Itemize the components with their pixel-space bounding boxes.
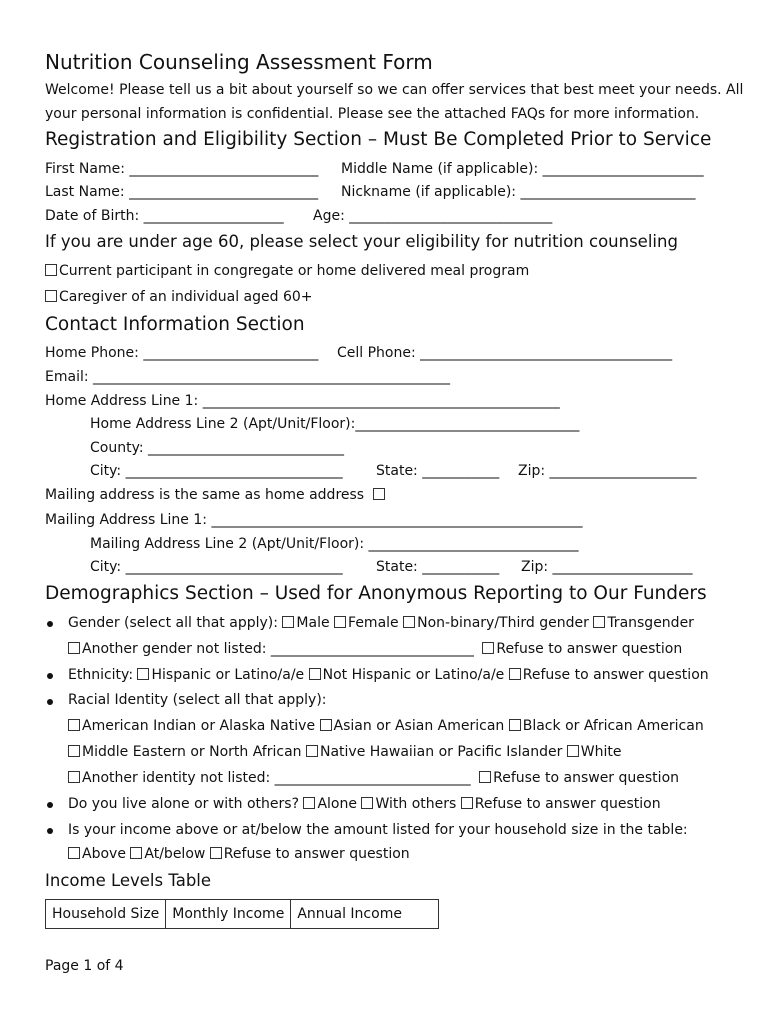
bullet-icon — [47, 699, 53, 705]
dob-field[interactable]: Date of Birth: ____________________ — [45, 208, 284, 224]
living-row: Do you live alone or with others? Alone With others Refuse to answer question — [68, 796, 661, 812]
checkbox-icon[interactable] — [303, 797, 315, 809]
eligibility-option-caregiver[interactable]: Caregiver of an individual aged 60+ — [45, 289, 313, 305]
gender-other-option[interactable]: Another gender not listed: _____________________________ — [82, 641, 474, 657]
bullet-icon — [47, 673, 53, 679]
email-field[interactable]: Email: ___________________________________________________ — [45, 369, 451, 385]
state-field[interactable]: State: ___________ — [376, 463, 500, 479]
income-table-heading: Income Levels Table — [45, 871, 212, 890]
gender-male-option[interactable]: Male — [296, 615, 330, 631]
first-name-field[interactable]: First Name: ___________________________ — [45, 161, 319, 177]
last-name-field[interactable]: Last Name: ___________________________ — [45, 184, 319, 200]
page-title: Nutrition Counseling Assessment Form — [45, 50, 433, 74]
checkbox-icon[interactable] — [479, 771, 491, 783]
race-black-option[interactable]: Black or African American — [522, 718, 704, 734]
mailing-address-line2-field[interactable]: Mailing Address Line 2 (Apt/Unit/Floor): ______________________________ — [90, 536, 579, 552]
checkbox-icon[interactable] — [334, 616, 346, 628]
income-at-below-option[interactable]: At/below — [144, 846, 206, 862]
ethnicity-not-hispanic-option[interactable]: Not Hispanic or Latino/a/e — [322, 667, 505, 683]
checkbox-icon[interactable] — [137, 668, 149, 680]
income-row — [68, 846, 410, 862]
checkbox-icon[interactable] — [403, 616, 415, 628]
table-row — [46, 900, 439, 929]
checkbox-icon[interactable] — [282, 616, 294, 628]
race-asian-option[interactable]: Asian or Asian American — [333, 718, 505, 734]
gender-nonbinary-option[interactable]: Non-binary/Third gender — [417, 615, 589, 631]
checkbox-icon[interactable] — [482, 642, 494, 654]
race-other-option[interactable]: Another identity not listed: ____________________________ — [82, 770, 471, 786]
gender-row-2 — [68, 641, 682, 657]
bullet-icon — [47, 621, 53, 627]
mailing-address-line1-field[interactable]: Mailing Address Line 1: _____________________________________________________ — [45, 512, 583, 528]
income-table — [45, 899, 439, 929]
race-american-indian-option[interactable]: American Indian or Alaska Native — [82, 718, 316, 734]
checkbox-icon[interactable] — [306, 745, 318, 757]
checkbox-icon[interactable] — [45, 264, 57, 276]
gender-transgender-option[interactable]: Transgender — [607, 615, 694, 631]
table-header-cell: Household Size — [46, 900, 166, 929]
intro-line-1: Welcome! Please tell us a bit about yourself so we can offer services that best meet your needs. All — [45, 82, 744, 98]
race-refuse-option[interactable]: Refuse to answer question — [493, 770, 680, 786]
registration-heading: Registration and Eligibility Section – Must Be Completed Prior to Service — [45, 129, 712, 150]
eligibility-heading: If you are under age 60, please select your eligibility for nutrition counseling — [45, 232, 678, 251]
page-number: Page 1 of 4 — [45, 958, 124, 974]
live-refuse-option[interactable]: Refuse to answer question — [474, 796, 661, 812]
race-row-2 — [68, 744, 622, 760]
income-refuse-option[interactable]: Refuse to answer question — [223, 846, 410, 862]
checkbox-icon[interactable] — [461, 797, 473, 809]
age-field[interactable]: Age: _____________________________ — [313, 208, 553, 224]
checkbox-icon[interactable] — [68, 771, 80, 783]
home-phone-field[interactable]: Home Phone: _________________________ — [45, 345, 319, 361]
race-row-1 — [68, 718, 704, 734]
race-nhpi-option[interactable]: Native Hawaiian or Pacific Islander — [319, 744, 563, 760]
mailing-same-option[interactable]: Mailing address is the same as home address — [45, 487, 387, 503]
race-white-option[interactable]: White — [580, 744, 622, 760]
demographics-heading: Demographics Section – Used for Anonymous Reporting to Our Funders — [45, 583, 707, 604]
table-header-cell: Monthly Income — [166, 900, 291, 929]
intro-line-2: your personal information is confidential. Please see the attached FAQs for more information. — [45, 106, 700, 122]
middle-name-field[interactable]: Middle Name (if applicable): _______________________ — [341, 161, 704, 177]
checkbox-icon[interactable] — [509, 719, 521, 731]
checkbox-icon[interactable] — [68, 847, 80, 859]
live-alone-option[interactable]: Alone — [317, 796, 357, 812]
ethnicity-refuse-option[interactable]: Refuse to answer question — [522, 667, 709, 683]
home-address-line1-field[interactable]: Home Address Line 1: ___________________________________________________ — [45, 393, 560, 409]
home-address-line2-field[interactable]: Home Address Line 2 (Apt/Unit/Floor):________________________________ — [90, 416, 580, 432]
race-mena-option[interactable]: Middle Eastern or North African — [82, 744, 302, 760]
checkbox-icon[interactable] — [309, 668, 321, 680]
mailing-zip-field[interactable]: Zip: ____________________ — [521, 559, 693, 575]
city-field[interactable]: City: _______________________________ — [90, 463, 343, 479]
checkbox-icon[interactable] — [593, 616, 605, 628]
gender-row: Gender (select all that apply): Male Female Non-binary/Third gender Transgender — [68, 615, 694, 631]
zip-field[interactable]: Zip: _____________________ — [518, 463, 697, 479]
income-question: Is your income above or at/below the amount listed for your household size in the table: — [68, 822, 688, 838]
race-row-3 — [68, 770, 679, 786]
ethnicity-row: Ethnicity: Hispanic or Latino/a/e Not Hispanic or Latino/a/e Refuse to answer question — [68, 667, 709, 683]
ethnicity-hispanic-option[interactable]: Hispanic or Latino/a/e — [151, 667, 305, 683]
nickname-field[interactable]: Nickname (if applicable): _________________________ — [341, 184, 696, 200]
checkbox-icon[interactable] — [45, 290, 57, 302]
checkbox-icon[interactable] — [68, 719, 80, 731]
checkbox-icon[interactable] — [68, 745, 80, 757]
live-with-others-option[interactable]: With others — [375, 796, 457, 812]
mailing-state-field[interactable]: State: ___________ — [376, 559, 500, 575]
checkbox-icon[interactable] — [130, 847, 142, 859]
checkbox-icon[interactable] — [68, 642, 80, 654]
county-field[interactable]: County: ____________________________ — [90, 440, 345, 456]
bullet-icon — [47, 828, 53, 834]
checkbox-icon[interactable] — [361, 797, 373, 809]
race-label: Racial Identity (select all that apply): — [68, 692, 327, 708]
checkbox-icon[interactable] — [373, 488, 385, 500]
table-header-cell: Annual Income — [291, 900, 439, 929]
income-above-option[interactable]: Above — [82, 846, 126, 862]
gender-refuse-option[interactable]: Refuse to answer question — [496, 641, 683, 657]
gender-female-option[interactable]: Female — [348, 615, 399, 631]
eligibility-option-meal-program[interactable]: Current participant in congregate or home delivered meal program — [45, 263, 529, 279]
checkbox-icon[interactable] — [567, 745, 579, 757]
checkbox-icon[interactable] — [509, 668, 521, 680]
checkbox-icon[interactable] — [210, 847, 222, 859]
bullet-icon — [47, 802, 53, 808]
checkbox-icon[interactable] — [320, 719, 332, 731]
cell-phone-field[interactable]: Cell Phone: ____________________________________ — [337, 345, 673, 361]
contact-heading: Contact Information Section — [45, 314, 305, 335]
mailing-city-field[interactable]: City: _______________________________ — [90, 559, 343, 575]
